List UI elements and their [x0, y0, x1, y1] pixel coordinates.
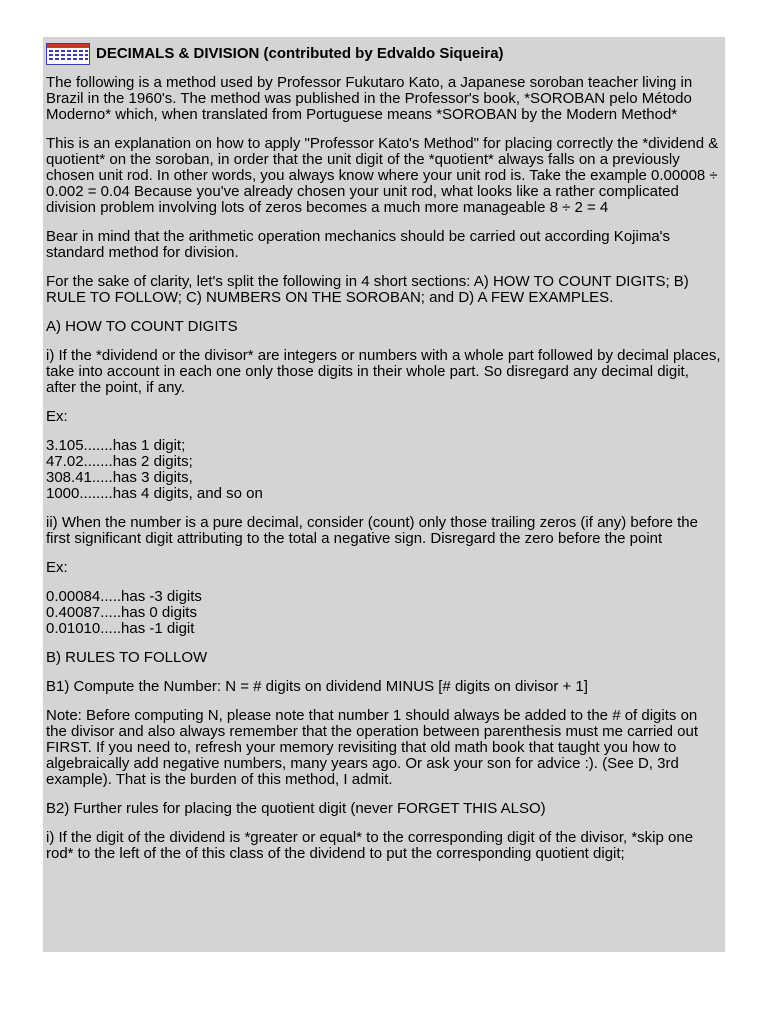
- examples-list-1: [46, 438, 722, 502]
- note-paragraph: Note: Before computing N, please note that number 1 should always be added to the # of digits on the divisor and also always remember that the operation between parenthesis must me carried out FIRST. If you need to, refresh your memory revisiting that old math book that taught you how to algebraically add negative numbers, many years ago. Or ask your son for advice :). (See D, 3rd example). That is the burden of this method, I admit.: [46, 707, 699, 788]
- document-body: [46, 75, 722, 862]
- explanation-paragraph: This is an explanation on how to apply "Professor Kato's Method" for placing correctly the *dividend & quotient* on the soroban, in order that the unit digit of the *quotient* always falls on a previously chosen unit rod. In other words, you always know where your unit rod is. Take the example 0.00008 ÷ 0.002 = 0.04 Because you've already chosen your unit rod, what looks like a rather complicated division problem involving lots of zeros becomes a much more manageable 8 ÷ 2 = 4: [46, 135, 719, 216]
- list-item: 1000........has 4 digits, and so on: [46, 485, 263, 502]
- intro-paragraph: The following is a method used by Professor Fukutaro Kato, a Japanese soroban teacher living in Brazil in the 1960's. The method was published in the Professor's book, *SOROBAN pelo Método Moderno* which, when translated from Portuguese means *SOROBAN by the Modern Method*: [46, 74, 693, 123]
- list-item: 0.01010.....has -1 digit: [46, 620, 195, 637]
- calendar-icon: [46, 43, 90, 65]
- document-panel: [43, 37, 725, 952]
- rule-b2-paragraph: B2) Further rules for placing the quotient digit (never FORGET THIS ALSO): [46, 800, 546, 817]
- rule-ii-paragraph: ii) When the number is a pure decimal, consider (count) only those trailing zeros (if any) before the first significant digit attributing to the total a negative sign. Disregard the zero before the point: [46, 514, 698, 547]
- list-item: 308.41.....has 3 digits,: [46, 469, 193, 486]
- ex-label: Ex:: [46, 408, 68, 425]
- kojima-note-paragraph: Bear in mind that the arithmetic operation mechanics should be carried out according Kojima's standard method for division.: [46, 228, 671, 261]
- title-row: [46, 39, 722, 69]
- list-item: 0.00084.....has -3 digits: [46, 588, 202, 605]
- section-b-heading: B) RULES TO FOLLOW: [46, 649, 208, 666]
- sections-paragraph: For the sake of clarity, let's split the following in 4 short sections: A) HOW TO COUNT DIGITS; B) RULE TO FOLLOW; C) NUMBERS ON THE SOROBAN; and D) A FEW EXAMPLES.: [46, 273, 689, 306]
- ex-label: Ex:: [46, 559, 68, 576]
- list-item: 3.105.......has 1 digit;: [46, 437, 186, 454]
- list-item: 47.02.......has 2 digits;: [46, 453, 193, 470]
- section-a-heading: A) HOW TO COUNT DIGITS: [46, 318, 238, 335]
- examples-list-2: [46, 589, 722, 637]
- rule-i-paragraph: i) If the *dividend or the divisor* are integers or numbers with a whole part followed by decimal places, take into account in each one only those digits in their whole part. So disregard any decimal digit, after the point, if any.: [46, 347, 721, 396]
- rule-b1-paragraph: B1) Compute the Number: N = # digits on dividend MINUS [# digits on divisor + 1]: [46, 678, 588, 695]
- list-item: 0.40087.....has 0 digits: [46, 604, 197, 621]
- page-title: DECIMALS & DIVISION (contributed by Edvaldo Siqueira): [96, 45, 504, 62]
- rule-b2-i-paragraph: i) If the digit of the dividend is *greater or equal* to the corresponding digit of the divisor, *skip one rod* to the left of the of this class of the dividend to put the corresponding quotient digit;: [46, 829, 694, 862]
